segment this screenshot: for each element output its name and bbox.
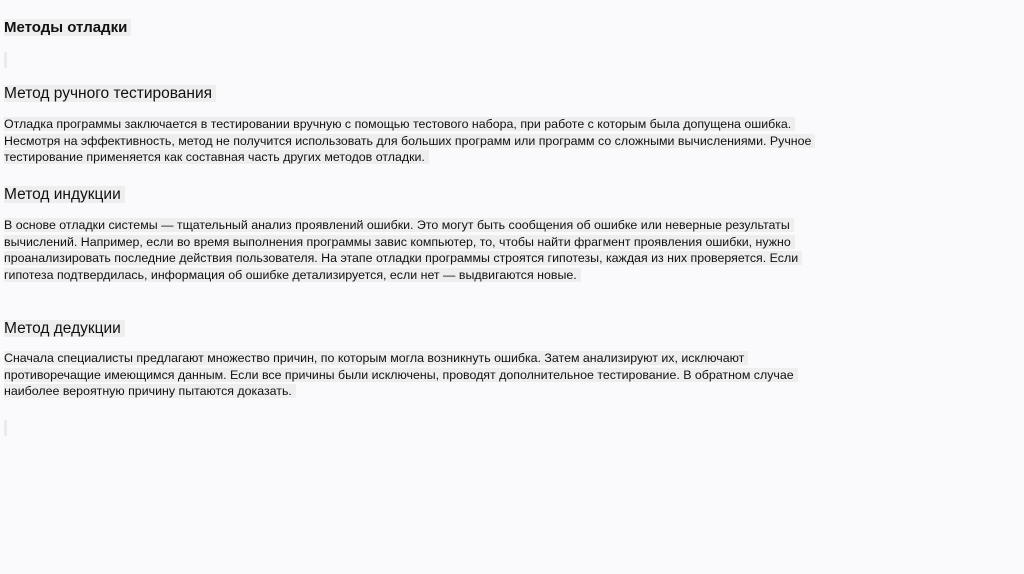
section-body-text: Отладка программы заключается в тестировании вручную с помощью тестового набора, при работе с которым была допущена ошибка. Несмотря на эффективность, метод не получится использовать для больших программ или программ со сложными вычислениями. Ручное тестирование применяется как составная часть других методов отладки. bbox=[4, 117, 815, 164]
section-heading-text: Метод дедукции bbox=[4, 320, 125, 337]
page-title-text: Методы отладки bbox=[4, 19, 131, 36]
section-body-text: Сначала специалисты предлагают множество причин, по которым могла возникнуть ошибка. Затем анализируют их, исключают противоречащие имеющимся данным. Если все причины были исключены, проводят дополнительное тестирование. В обратном случае наиболее вероятную причину пытаются доказать. bbox=[4, 351, 798, 398]
section-body-induction bbox=[4, 217, 834, 283]
section-heading-deduction bbox=[4, 319, 125, 338]
page-title bbox=[4, 19, 131, 37]
section-heading-manual-testing bbox=[4, 84, 216, 103]
section-heading-induction bbox=[4, 185, 125, 204]
empty-paragraph-marker bbox=[4, 52, 7, 68]
section-body-text: В основе отладки системы — тщательный анализ проявлений ошибки. Это могут быть сообщения об ошибке или неверные результаты вычислений. Например, если во время выполнения программы завис компьютер, то, чтобы найти фрагмент проявления ошибки, нужно проанализировать последние действия пользователя. На этапе отладки программы строятся гипотезы, каждая из них проверяется. Если гипотеза подтвердилась, информация об ошибке детализируется, если нет — выдвигаются новые. bbox=[4, 218, 802, 282]
section-body-deduction bbox=[4, 350, 834, 400]
section-heading-text: Метод ручного тестирования bbox=[4, 85, 216, 102]
empty-paragraph-marker bbox=[4, 420, 7, 436]
section-heading-text: Метод индукции bbox=[4, 186, 125, 203]
section-body-manual-testing bbox=[4, 116, 834, 166]
